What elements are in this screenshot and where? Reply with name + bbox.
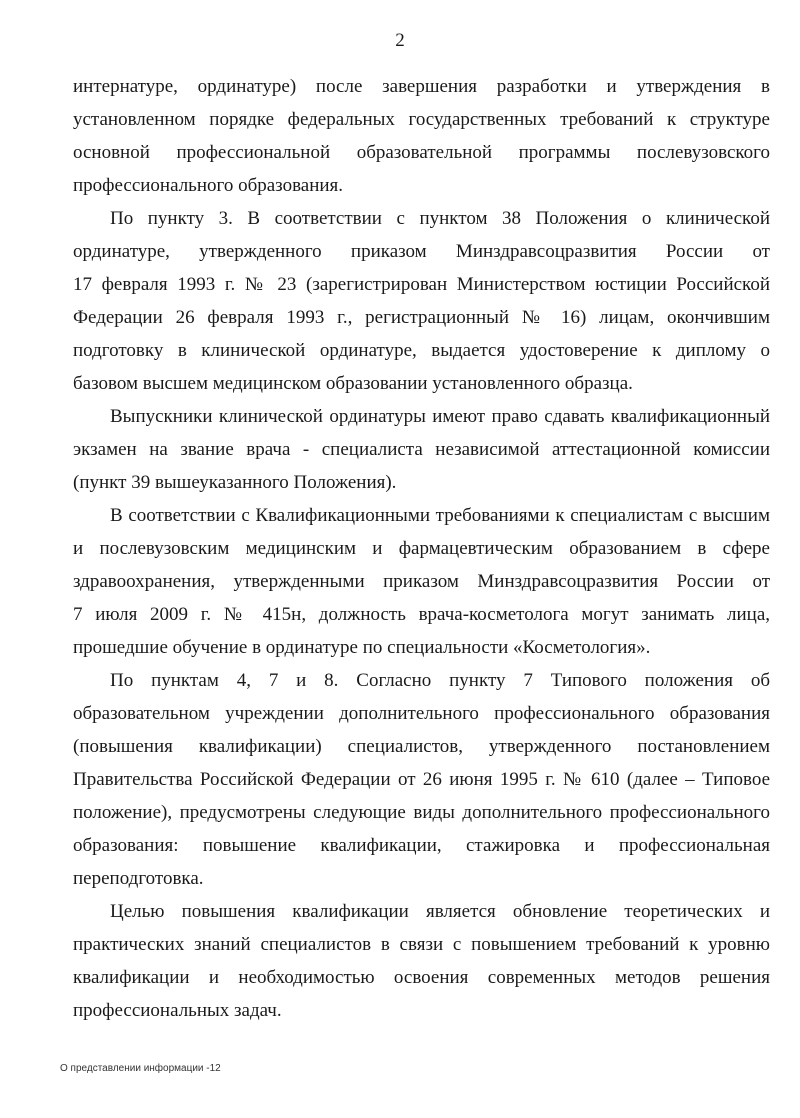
text-line: (пункт 39 вышеуказанного Положения). xyxy=(73,472,397,493)
paragraph-continuation xyxy=(73,70,770,202)
text-line: положение), предусмотрены следующие виды дополнительного профессионального xyxy=(73,802,770,823)
text-line: интернатуре, ординатуре) после завершения разработки и утверждения в xyxy=(73,76,770,97)
paragraph-item-3 xyxy=(73,202,770,400)
paragraph-graduates xyxy=(73,400,770,499)
paragraph-items-4-7-8 xyxy=(73,664,770,895)
text-line: (повышения квалификации) специалистов, утвержденного постановлением xyxy=(73,736,770,757)
paragraph-qualification-goal xyxy=(73,895,770,1027)
document-footer: О представлении информации -12 xyxy=(60,1063,221,1074)
text-line: Выпускники клинической ординатуры имеют право сдавать квалификационный xyxy=(110,406,770,427)
document-body xyxy=(73,70,770,1027)
text-line: основной профессиональной образовательной программы послевузовского xyxy=(73,142,770,163)
text-line: практических знаний специалистов в связи с повышением требований к уровню xyxy=(73,934,770,955)
text-line: В соответствии с Квалификационными требованиями к специалистам с высшим xyxy=(110,505,770,526)
text-line: квалификации и необходимостью освоения современных методов решения xyxy=(73,967,770,988)
text-line: и послевузовским медицинским и фармацевтическим образованием в сфере xyxy=(73,538,770,559)
text-line: 7 июля 2009 г. № 415н, должность врача-косметолога могут занимать лица, xyxy=(73,604,770,625)
text-line: По пунктам 4, 7 и 8. Согласно пункту 7 Типового положения об xyxy=(110,670,770,691)
text-line: образовательном учреждении дополнительного профессионального образования xyxy=(73,703,770,724)
text-line: образования: повышение квалификации, стажировка и профессиональная xyxy=(73,835,770,856)
text-line: прошедшие обучение в ординатуре по специальности «Косметология». xyxy=(73,637,651,658)
text-line: здравоохранения, утвержденными приказом Минздравсоцразвития России от xyxy=(73,571,770,592)
text-line: Целью повышения квалификации является обновление теоретических и xyxy=(110,901,770,922)
page-number: 2 xyxy=(395,30,405,51)
text-line: По пункту 3. В соответствии с пунктом 38 Положения о клинической xyxy=(110,208,770,229)
text-line: ординатуре, утвержденного приказом Минздравсоцразвития России от xyxy=(73,241,770,262)
text-line: базовом высшем медицинском образовании установленного образца. xyxy=(73,373,633,394)
text-line: 17 февраля 1993 г. № 23 (зарегистрирован Министерством юстиции Российской xyxy=(73,274,770,295)
text-line: профессионального образования. xyxy=(73,175,344,196)
text-line: Правительства Российской Федерации от 26 июня 1995 г. № 610 (далее – Типовое xyxy=(73,769,770,790)
text-line: экзамен на звание врача - специалиста независимой аттестационной комиссии xyxy=(73,439,770,460)
text-line: подготовку в клинической ординатуре, выдается удостоверение к диплому о xyxy=(73,340,770,361)
text-line: установленном порядке федеральных государственных требований к структуре xyxy=(73,109,770,130)
paragraph-qualification-requirements xyxy=(73,499,770,664)
text-line: профессиональных задач. xyxy=(73,1000,282,1021)
text-line: переподготовка. xyxy=(73,868,204,889)
text-line: Федерации 26 февраля 1993 г., регистрационный № 16) лицам, окончившим xyxy=(73,307,770,328)
